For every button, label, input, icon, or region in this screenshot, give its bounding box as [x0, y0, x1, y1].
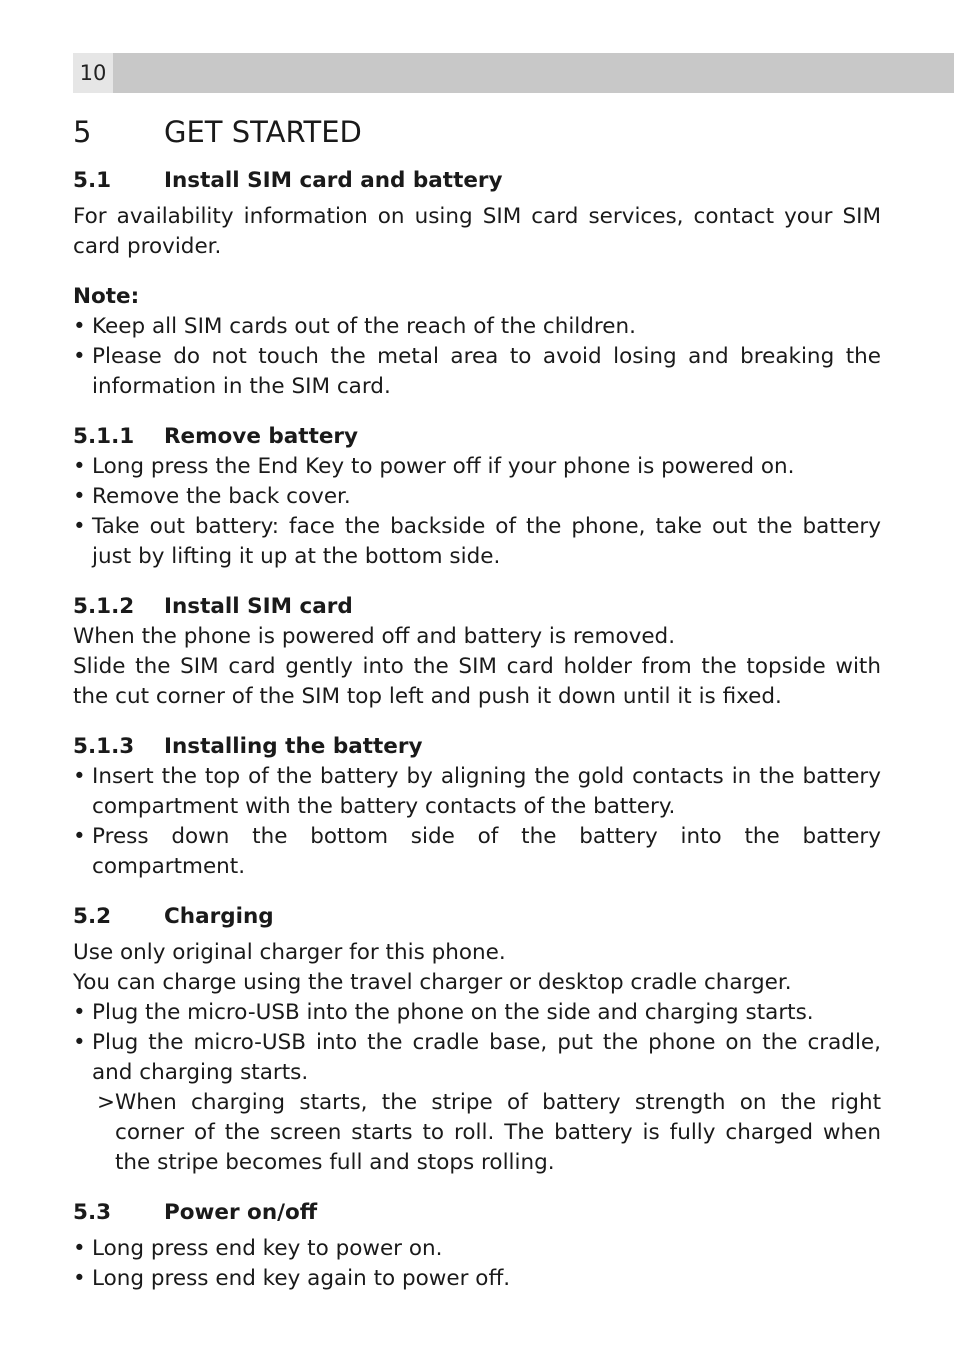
sub-note-text: When charging starts, the stripe of battery strength on the right corner of the screen starts to roll. The battery is fully charged when the stripe becomes full and stops rolling. — [115, 1090, 881, 1175]
section-title: Installing the battery — [164, 734, 423, 759]
list-item: • Long press end key again to power off. — [73, 1264, 881, 1294]
section-title: Charging — [164, 904, 274, 929]
section-heading-5-1-3 — [73, 732, 881, 762]
paragraph: When the phone is powered off and battery is removed. — [73, 624, 676, 649]
list-item: • Long press the End Key to power off if your phone is powered on. — [73, 452, 881, 482]
bullet-list — [73, 452, 881, 572]
list-item: • Press down the bottom side of the battery into the battery compartment. — [73, 822, 881, 882]
list-item: • Remove the back cover. — [73, 482, 881, 512]
bullet-list — [73, 998, 881, 1088]
section-number: 5.1 — [73, 168, 112, 193]
paragraph: You can charge using the travel charger or desktop cradle charger. — [73, 970, 792, 995]
section-heading-5-2 — [73, 902, 881, 932]
paragraph: Slide the SIM card gently into the SIM card holder from the topside with the cut corner of the SIM top left and push it down until it is fixed. — [73, 654, 881, 709]
section-heading-5-1-2 — [73, 592, 881, 622]
list-item: • Plug the micro-USB into the cradle base, put the phone on the cradle, and charging starts. — [73, 1028, 881, 1088]
list-item: • Insert the top of the battery by aligning the gold contacts in the battery compartment with the battery contacts of the battery. — [73, 762, 881, 822]
section-heading-5-1 — [73, 166, 881, 196]
page-content — [73, 112, 881, 1294]
list-item: • Please do not touch the metal area to avoid losing and breaking the information in the SIM card. — [73, 342, 881, 402]
note-list — [73, 312, 881, 402]
page-number: 10 — [73, 53, 113, 93]
section-title: Remove battery — [164, 424, 359, 449]
section-title: Power on/off — [164, 1200, 318, 1225]
chapter-title: GET STARTED — [164, 115, 362, 149]
list-item: • Long press end key to power on. — [73, 1234, 881, 1264]
section-number: 5.1.1 — [73, 424, 135, 449]
section-title: Install SIM card — [164, 594, 353, 619]
section-number: 5.1.3 — [73, 734, 135, 759]
list-item: • Take out battery: face the backside of the phone, take out the battery just by lifting it up at the bottom side. — [73, 512, 881, 572]
paragraph: Use only original charger for this phone. — [73, 940, 506, 965]
section-number: 5.2 — [73, 904, 112, 929]
section-heading-5-3 — [73, 1198, 881, 1228]
section-title: Install SIM card and battery — [164, 168, 503, 193]
paragraph: For availability information on using SIM card services, contact your SIM card provider. — [73, 204, 881, 259]
sub-note-marker: > — [97, 1090, 116, 1115]
bullet-list — [73, 762, 881, 882]
list-item: • Keep all SIM cards out of the reach of the children. — [73, 312, 881, 342]
list-item: • Plug the micro-USB into the phone on the side and charging starts. — [73, 998, 881, 1028]
note-label: Note: — [73, 284, 140, 309]
section-number: 5.3 — [73, 1200, 112, 1225]
chapter-number: 5 — [73, 115, 92, 149]
section-number: 5.1.2 — [73, 594, 135, 619]
bullet-list — [73, 1234, 881, 1294]
chapter-heading — [73, 112, 881, 152]
page-header-bar — [73, 53, 954, 93]
section-heading-5-1-1 — [73, 422, 881, 452]
sub-note — [73, 1088, 881, 1178]
